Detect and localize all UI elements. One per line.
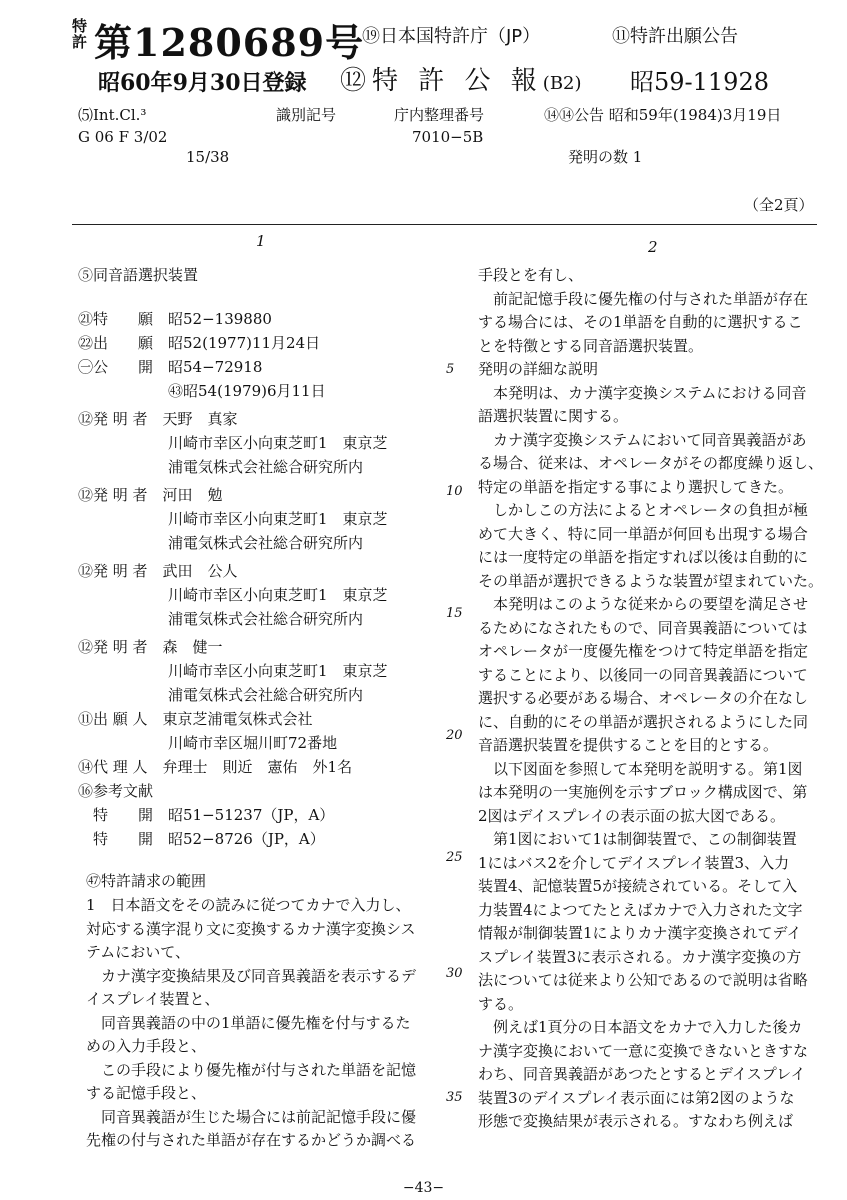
text-line: とを特徴とする同音語選択装置。: [478, 336, 704, 355]
biblio-row: ㉑特 願 昭52−139880: [78, 310, 272, 328]
text-line: する記憶手段と、: [86, 1084, 207, 1102]
registration-label: 特許: [72, 17, 88, 51]
biblio-row: 浦電気株式会社総合研究所内: [78, 534, 364, 552]
text-line: るためになされたもので、同音異義語については: [478, 618, 808, 637]
text-line: 同音異義語の中の1単語に優先権を付与するた: [86, 1013, 411, 1032]
page-count: （全2頁）: [744, 196, 814, 214]
text-line: 本発明はこのような従来からの要望を満足させ: [478, 595, 809, 613]
biblio-row: 川崎市幸区小向東芝町1 東京芝: [78, 510, 388, 528]
biblio-row: 浦電気株式会社総合研究所内: [78, 458, 364, 476]
text-line: 先権の付与された単語が存在するかどうか調べる: [86, 1131, 417, 1149]
biblio-row: ⑪出 願 人 東京芝浦電気株式会社: [78, 710, 313, 728]
text-line: 対応する漢字混り文に変換するカナ漢字変換シス: [86, 919, 416, 938]
text-line: には一度特定の単語を指定すれば以後は自動的に: [478, 548, 809, 566]
text-line: 特定の単語を指定する事により選択してきた。: [478, 477, 794, 496]
biblio-row: ⑫発 明 者 天野 真家: [78, 410, 238, 428]
text-line: カナ漢字変換システムにおいて同音異義語があ: [478, 430, 807, 449]
text-line: カナ漢字変換結果及び同音異義語を表示するデ: [86, 966, 417, 985]
text-line: 装置4、記憶装置5が接続されている。そして入: [478, 877, 798, 895]
text-line: その単語が選択できるような装置が望まれていた。: [478, 571, 824, 590]
text-line: 2図はデイスプレイの表示面の拡大図である。: [478, 806, 785, 825]
ipc-label: ⑸Int.Cl.³: [78, 106, 147, 124]
biblio-row: ⑭代 理 人 弁理士 則近 憲佑 外1名: [78, 758, 353, 776]
biblio-row: ㊸昭54(1979)6月11日: [78, 382, 326, 400]
text-line: 選択する必要がある場合、オペレータの介在なし: [478, 689, 809, 707]
text-line: 音語選択装置を提供することを目的とする。: [478, 736, 779, 754]
publication-type: ⑪特許出願公告: [612, 26, 738, 47]
text-line: 装置3のデイスプレイ表示面には第2図のような: [478, 1088, 795, 1107]
text-line: しかしこの方法によるとオペレータの負担が極: [478, 501, 809, 519]
text-line: イスプレイ装置と、: [86, 990, 220, 1008]
text-line: 同音異義語が生じた場合には前記記憶手段に優: [86, 1107, 417, 1126]
text-line: 例えば1頁分の日本語文をカナで入力した後カ: [478, 1018, 803, 1036]
page-footer: −43−: [402, 1180, 445, 1196]
office-ref-label: 庁内整理番号: [394, 106, 485, 124]
text-line: 情報が制御装置1によりカナ漢字変換されてデイ: [478, 924, 802, 942]
header-rule: [72, 224, 817, 225]
text-line: 1 日本語文をその読みに従つてカナで入力し、: [86, 896, 411, 914]
claims-heading: ㊼特許請求の範囲: [86, 872, 207, 890]
margin-line-number: 35: [446, 1090, 463, 1105]
margin-line-number: 30: [446, 966, 463, 981]
text-line: する場合には、その1単語を自動的に選択するこ: [478, 313, 803, 331]
biblio-row: ㉒出 願 昭52(1977)11月24日: [78, 334, 321, 352]
biblio-row: ㊀公 開 昭54−72918: [78, 358, 263, 376]
text-line: 形態で変換結果が表示される。すなわち例えば: [478, 1112, 794, 1130]
gazette-title: [340, 60, 582, 97]
text-line: 力装置4によつてたとえばカナで入力された文字: [478, 900, 803, 919]
office-ref-number: 7010−5B: [412, 128, 484, 146]
text-line: 前記記憶手段に優先権の付与された単語が存在: [478, 289, 809, 308]
margin-line-number: 15: [446, 606, 463, 621]
right-column-number: 2: [648, 238, 658, 256]
text-line: スプレイ装置3に表示される。カナ漢字変換の方: [478, 947, 802, 966]
biblio-row: 川崎市幸区堀川町72番地: [78, 734, 338, 752]
claims-text: [86, 894, 416, 1153]
text-line: することにより、以後同一の同音異義語について: [478, 665, 808, 684]
text-line: 第1図において1は制御装置で、この制御装置: [478, 830, 797, 848]
text-line: る場合、従来は、オペレータがその都度繰り返し、: [478, 454, 824, 472]
biblio-row: 川崎市幸区小向東芝町1 東京芝: [78, 662, 388, 680]
biblio-row: 浦電気株式会社総合研究所内: [78, 686, 364, 704]
id-symbol-label: 識別記号: [276, 106, 337, 124]
biblio-row: ⑫発 明 者 河田 勉: [78, 486, 223, 504]
text-line: 発明の詳細な説明: [478, 360, 599, 378]
biblio-row: ⑫発 明 者 森 健一: [78, 638, 223, 656]
text-line: 1にはバス2を介してデイスプレイ装置3、入力: [478, 853, 790, 872]
ipc-code-2: 15/38: [186, 148, 230, 166]
text-line: テムにおいて、: [86, 943, 190, 961]
text-line: めて大きく、特に同一単語が何回も出現する場合: [478, 524, 808, 543]
invention-count: 発明の数 1: [568, 148, 643, 166]
text-line: は本発明の一実施例を示すブロック構成図で、第: [478, 783, 808, 801]
text-line: 語選択装置に関する。: [478, 407, 629, 425]
text-line: 本発明は、カナ漢字変換システムにおける同音: [478, 383, 807, 402]
margin-line-number: 10: [446, 484, 463, 499]
text-line: に、自動的にその単語が選択されるようにした同: [478, 712, 809, 731]
biblio-row: 浦電気株式会社総合研究所内: [78, 610, 364, 628]
biblio-row: 川崎市幸区小向東芝町1 東京芝: [78, 586, 388, 604]
gazette-kind: (B2): [542, 73, 582, 94]
patent-office: ⑲日本国特許庁（JP）: [362, 26, 541, 47]
publication-number: 昭59-11928: [630, 68, 769, 96]
text-line: ナ漢字変換において一意に変換できないときすな: [478, 1041, 809, 1060]
text-line: わち、同音異義語があつたとするとデイスプレイ: [478, 1065, 806, 1083]
margin-line-number: 5: [446, 362, 455, 377]
text-line: する。: [478, 994, 524, 1013]
description-text: [478, 264, 823, 1134]
gazette-name: ⑫特 許 公 報: [340, 66, 543, 96]
text-line: この手段により優先権が付与された単語を記憶: [86, 1060, 417, 1079]
text-line: オペレータが一度優先権をつけて特定単語を指定: [478, 642, 809, 660]
text-line: 以下図面を参照して本発明を説明する。第1図: [478, 759, 803, 778]
text-line: 法については従来より公知であるので説明は省略: [478, 971, 808, 989]
biblio-row: ⑫発 明 者 武田 公人: [78, 562, 238, 580]
publication-date: ⑭⑭公告 昭和59年(1984)3月19日: [544, 106, 782, 124]
margin-line-number: 25: [446, 850, 463, 865]
invention-title: ⑤同音語選択装置: [78, 266, 199, 284]
text-line: 手段とを有し、: [478, 266, 584, 284]
registration-date: 昭60年9月30日登録: [98, 70, 307, 96]
left-column-number: 1: [256, 232, 266, 250]
biblio-row: 川崎市幸区小向東芝町1 東京芝: [78, 434, 388, 452]
margin-line-number: 20: [446, 728, 463, 743]
biblio-row: ⑯参考文献: [78, 782, 154, 800]
ipc-code-1: G 06 F 3/02: [78, 128, 168, 146]
registration-number: 第1280689号: [94, 20, 365, 65]
biblio-row: 特 開 昭51−51237（JP，A）: [78, 806, 335, 824]
text-line: めの入力手段と、: [86, 1037, 207, 1055]
biblio-row: 特 開 昭52−8726（JP，A）: [78, 830, 325, 848]
